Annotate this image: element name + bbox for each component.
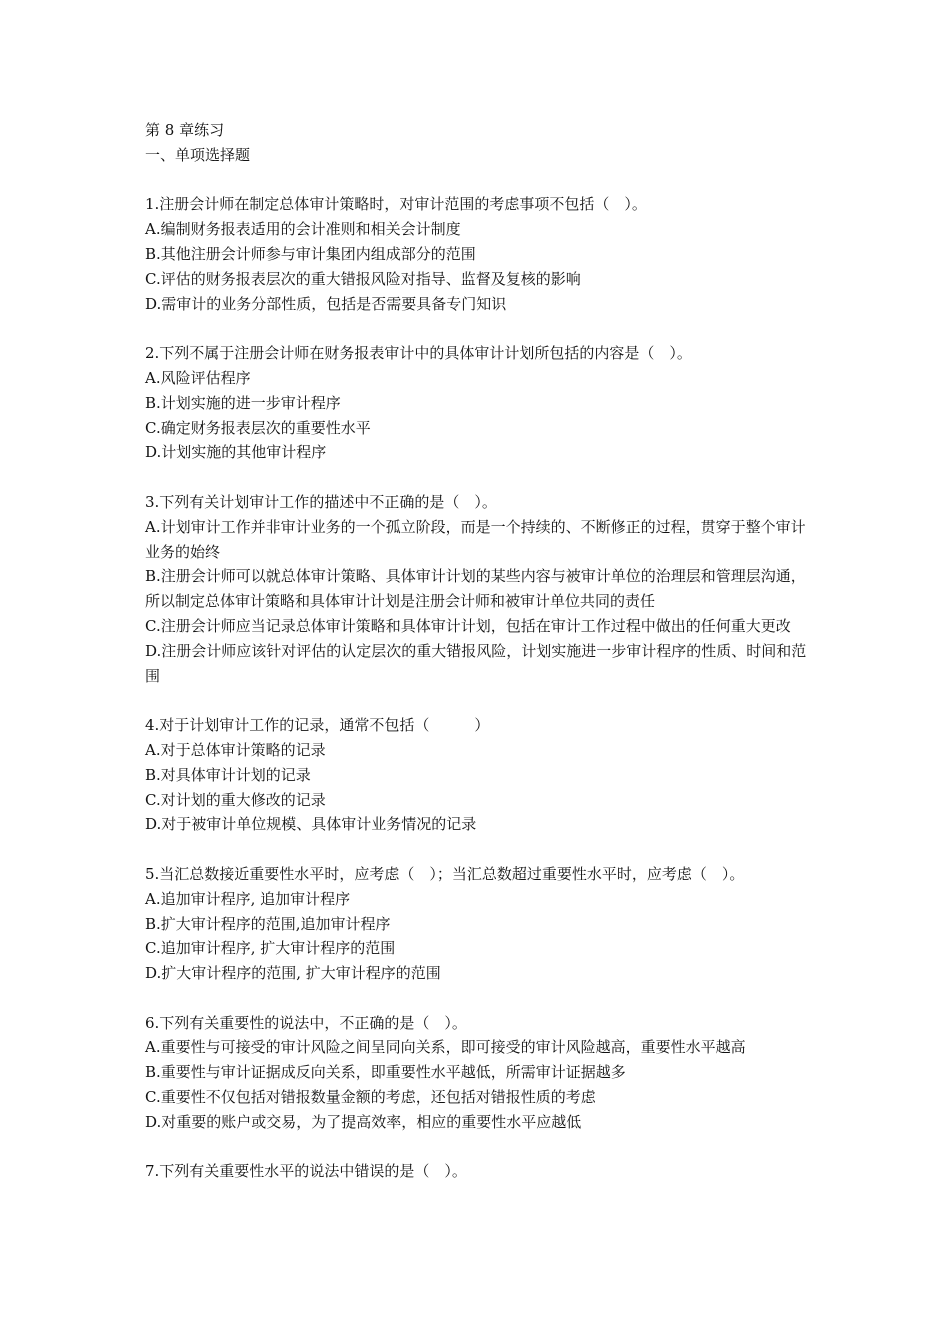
option-d: D.注册会计师应该针对评估的认定层次的重大错报风险，计划实施进一步审计程序的性质、时间和范围 (145, 641, 807, 685)
question-stem: 2.下列不属于注册会计师在财务报表审计中的具体审计计划所包括的内容是（ ）。 (145, 344, 692, 363)
option-d: D.计划实施的其他审计程序 (145, 443, 327, 462)
option-c: C.追加审计程序, 扩大审计程序的范围 (145, 939, 396, 958)
question-stem: 1.注册会计师在制定总体审计策略时，对审计范围的考虑事项不包括（ ）。 (145, 195, 647, 214)
option-a: A.风险评估程序 (145, 368, 251, 387)
spacer (145, 168, 813, 193)
option-c: C.确定财务报表层次的重要性水平 (145, 418, 371, 437)
option-b: B.注册会计师可以就总体审计策略、具体审计计划的某些内容与被审计单位的治理层和管理层沟通，所以制定总体审计策略和具体审计计划是注册会计师和被审计单位共同的责任 (145, 567, 806, 611)
spacer (145, 316, 813, 341)
question-stem: 3.下列有关计划审计工作的描述中不正确的是（ ）。 (145, 492, 497, 511)
question-6 (145, 1011, 813, 1135)
option-d: D.需审计的业务分部性质，包括是否需要具备专门知识 (145, 294, 507, 313)
chapter-title: 第 8 章练习 (145, 121, 225, 139)
option-b: B.对具体审计计划的记录 (145, 765, 311, 784)
spacer (145, 1135, 813, 1160)
question-2 (145, 341, 813, 465)
question-5 (145, 862, 813, 986)
question-stem: 7.下列有关重要性水平的说法中错误的是（ ）。 (145, 1162, 467, 1181)
option-d: D.扩大审计程序的范围, 扩大审计程序的范围 (145, 964, 441, 983)
question-stem: 5.当汇总数接近重要性水平时，应考虑（ ）；当汇总数超过重要性水平时，应考虑（ ）。 (145, 864, 745, 883)
option-d: D.对重要的账户或交易，为了提高效率，相应的重要性水平应越低 (145, 1112, 582, 1131)
question-4 (145, 713, 813, 837)
document-page (145, 118, 813, 1184)
section-title: 一、单项选择题 (145, 145, 251, 164)
spacer (145, 986, 813, 1011)
option-c: C.对计划的重大修改的记录 (145, 790, 326, 809)
question-stem: 4.对于计划审计工作的记录，通常不包括（ ） (145, 716, 490, 735)
question-stem: 6.下列有关重要性的说法中，不正确的是（ ）。 (145, 1013, 467, 1032)
option-b: B.计划实施的进一步审计程序 (145, 393, 341, 412)
spacer (145, 837, 813, 862)
option-a: A.重要性与可接受的审计风险之间呈同向关系，即可接受的审计风险越高，重要性水平越高 (145, 1038, 746, 1057)
question-7 (145, 1159, 813, 1184)
option-c: C.重要性不仅包括对错报数量金额的考虑，还包括对错报性质的考虑 (145, 1088, 596, 1107)
option-c: C.评估的财务报表层次的重大错报风险对指导、监督及复核的影响 (145, 269, 581, 288)
option-d: D.对于被审计单位规模、具体审计业务情况的记录 (145, 815, 477, 834)
option-a: A.编制财务报表适用的会计准则和相关会计制度 (145, 220, 461, 239)
question-3 (145, 490, 813, 688)
option-b: B.其他注册会计师参与审计集团内组成部分的范围 (145, 244, 476, 263)
option-a: A.对于总体审计策略的记录 (145, 740, 326, 759)
spacer (145, 688, 813, 713)
question-1 (145, 192, 813, 316)
option-a: A.追加审计程序, 追加审计程序 (145, 889, 351, 908)
spacer (145, 465, 813, 490)
option-b: B.重要性与审计证据成反向关系，即重要性水平越低，所需审计证据越多 (145, 1063, 626, 1082)
option-a: A.计划审计工作并非审计业务的一个孤立阶段，而是一个持续的、不断修正的过程，贯穿于整个审计业务的始终 (145, 517, 806, 561)
option-b: B.扩大审计程序的范围,追加审计程序 (145, 914, 391, 933)
option-c: C.注册会计师应当记录总体审计策略和具体审计计划，包括在审计工作过程中做出的任何重大更改 (145, 616, 791, 635)
